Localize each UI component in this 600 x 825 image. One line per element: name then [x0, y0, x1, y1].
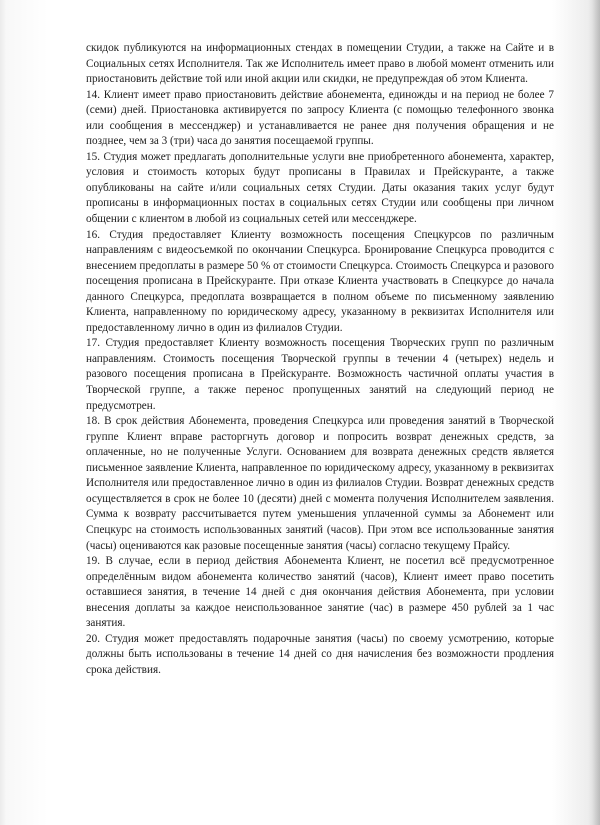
paragraph-clause-14: 14. Клиент имеет право приостановить действие абонемента, единожды и на период не более 7 (семи) дней. Приостановка активируется по запросу Клиента (с помощью телефонного звонка или сообщения в мессенджер) и устанавливается не ранее дня получения обращения и не позднее, чем за 3 (три) часа до занятия посещаемой группы.	[86, 88, 554, 148]
paragraph-clause-20: 20. Студия может предоставлять подарочные занятия (часы) по своему усмотрению, которые должны быть использованы в течение 14 дней со дня начисления без возможности продления срока действия.	[86, 632, 554, 676]
page-left-edge	[0, 0, 6, 825]
paragraph-clause-19: 19. В случае, если в период действия Абонемента Клиент, не посетил всё предусмотренное определённым видом абонемента количество занятий (часов), Клиент имеет право посетить оставшиеся занятия, в течение 14 дней с дня окончания действия Абонемента, при условии внесения доплаты за каждое неиспользованное занятие (час) в размере 450 рублей за 1 час занятия.	[86, 555, 554, 630]
paragraph-clause-16: 16. Студия предоставляет Клиенту возможность посещения Спецкурсов по различным направлениям с видеосъемкой по окончании Спецкурса. Бронирование Спецкурса проводится с внесением предоплаты в размере 50 % от стоимости Спецкурса. Стоимость Спецкурса и разового посещения прописана в Прейскуранте. При отказе Клиента участвовать в Спецкурсе до начала данного Спецкурса, предоплата возвращается в полном объеме по письменному заявлению Клиента, направленному по юридическому адресу, указанному в реквизитах Исполнителя или предоставленному лично в один из филиалов Студии.	[86, 228, 554, 334]
paragraph-clause-17: 17. Студия предоставляет Клиенту возможность посещения Творческих групп по различным направлениям. Стоимость посещения Творческой группы в течении 4 (четырех) недель и разового посещения прописана в Прейскуранте. Возможность частичной оплаты участия в Творческой группе, а также перенос пропущенных занятий на следующий период не предусмотрен.	[86, 337, 554, 412]
paragraph-clause-15: 15. Студия может предлагать дополнительные услуги вне приобретенного абонемента, характер, условия и стоимость которых будут прописаны в Правилах и Прейскуранте, а также опубликованы на сайте и/или социальных сетях Студии. Даты оказания таких услуг будут прописаны в информационных постах в социальных сетях Студии или сообщены при личном общении с клиентом в любой из социальных сетей или мессенджере.	[86, 150, 554, 226]
document-text	[86, 41, 554, 678]
paragraph-discounts-continued: скидок публикуются на информационных стендах в помещении Студии, а также на Сайте и в Социальных сетях Исполнителя. Так же Исполнитель имеет право в любой момент отменить или приостановить действие той или иной акции или скидки, не предупреждая об этом Клиента.	[86, 42, 554, 86]
page-right-edge	[592, 0, 600, 825]
paragraph-clause-18: 18. В срок действия Абонемента, проведения Спецкурса или проведения занятий в Творческой группе Клиент вправе расторгнуть договор и попросить возврат денежных средств, за оплаченные, но не полученные Услуги. Основанием для возврата денежных средств является письменное заявление Клиента, направленное по юридическому адресу, указанному в реквизитах Исполнителя или предоставленное лично в один из филиалов Студии. Возврат денежных средств осуществляется в срок не более 10 (десяти) дней с момента получения Исполнителем заявления. Сумма к возврату рассчитывается путем уменьшения уплаченной суммы за Абонемент или Спецкурс на стоимость использованных занятий (часов). При этом все использованные занятия (часы) оцениваются как разовые посещенные занятия (часы) согласно текущему Прайсу.	[86, 415, 554, 552]
